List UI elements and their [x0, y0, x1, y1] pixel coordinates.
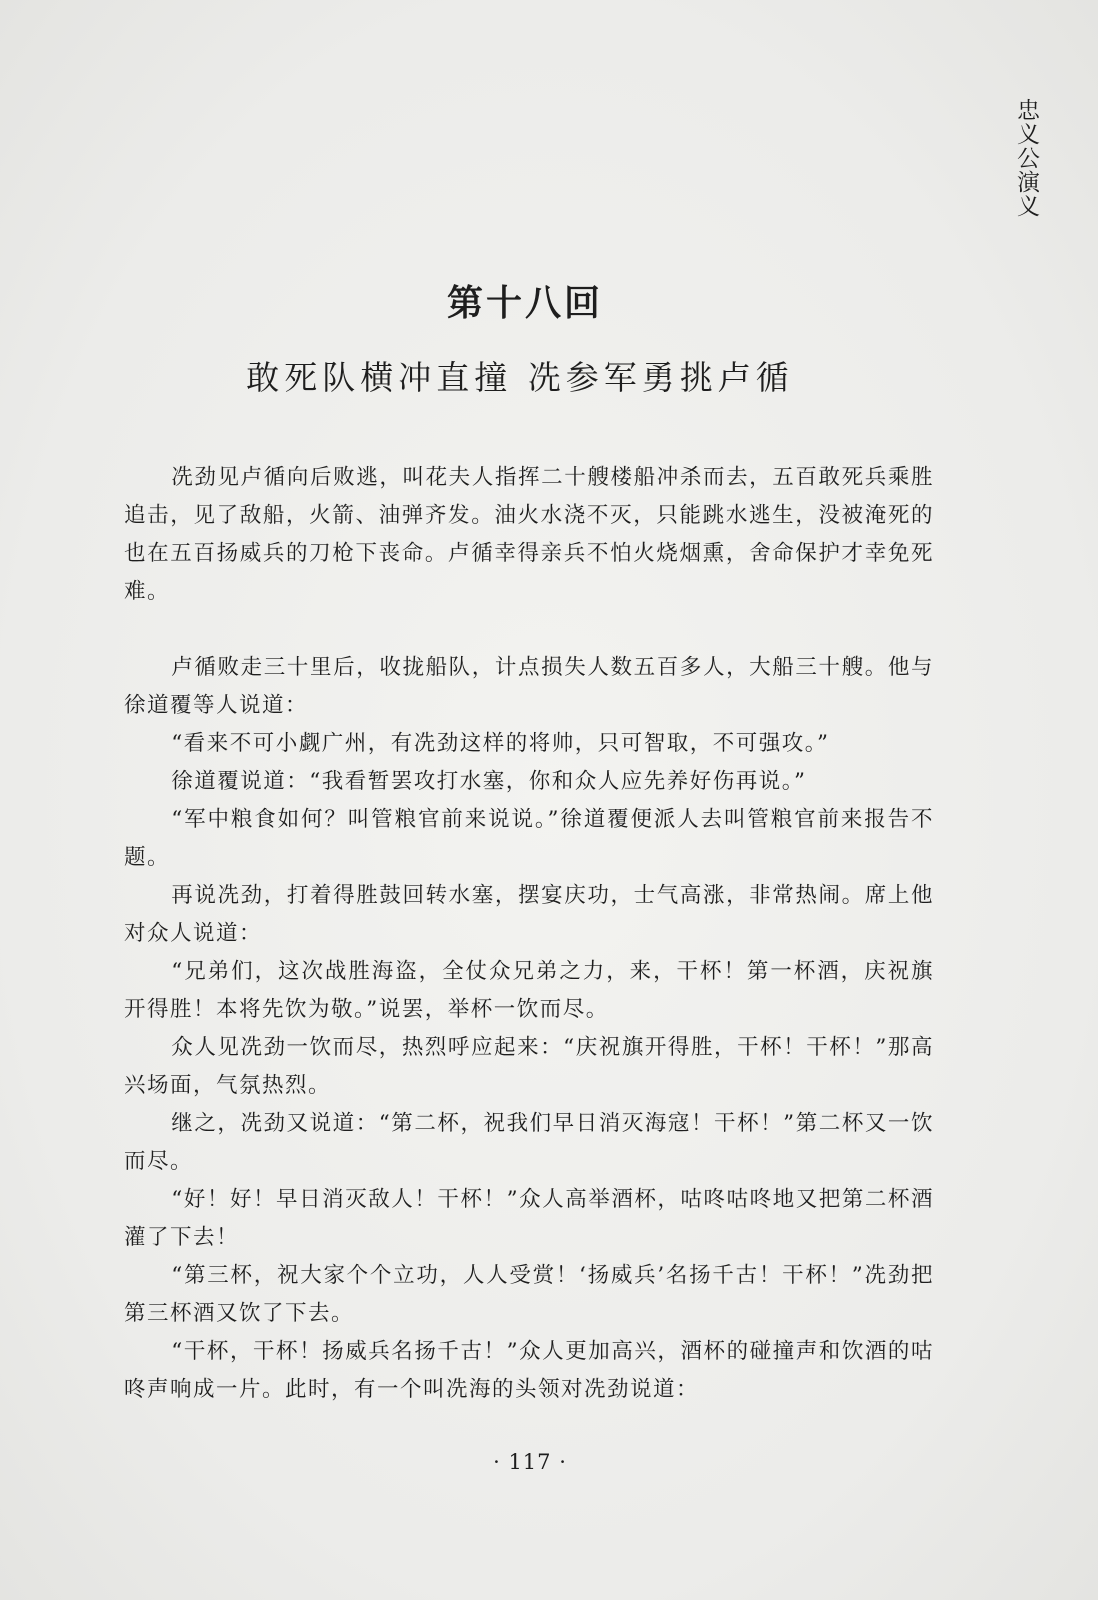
paragraph: “第三杯，祝大家个个立功，人人受赏！‘扬威兵’名扬千古！干杯！”冼劲把第三杯酒又饮了下去。 [124, 1263, 934, 1326]
paragraph: “看来不可小觑广州，有冼劲这样的将帅，只可智取，不可强攻。” [171, 731, 830, 756]
paragraph: 徐道覆说道：“我看暂罢攻打水塞，你和众人应先养好伤再说。” [171, 769, 807, 794]
chapter-title: 敢死队横冲直撞 冼参军勇挑卢循 [246, 358, 794, 397]
paragraph: 众人见冼劲一饮而尽，热烈呼应起来：“庆祝旗开得胜，干杯！干杯！”那高兴场面，气氛热烈。 [124, 1035, 934, 1098]
paragraph: “干杯，干杯！扬威兵名扬千古！”众人更加高兴，酒杯的碰撞声和饮酒的咕咚声响成一片。此时，有一个叫冼海的头领对冼劲说道： [124, 1339, 934, 1402]
paragraph: 卢循败走三十里后，收拢船队，计点损失人数五百多人，大船三十艘。他与徐道覆等人说道： [124, 655, 934, 718]
paragraph: 继之，冼劲又说道：“第二杯，祝我们早日消灭海寇！干杯！”第二杯又一饮而尽。 [124, 1111, 934, 1174]
body-text [124, 459, 934, 1409]
chapter-number: 第十八回 [446, 282, 603, 324]
paragraph: “兄弟们，这次战胜海盗，全仗众兄弟之力，来，干杯！第一杯酒，庆祝旗开得胜！本将先饮为敬。”说罢，举杯一饮而尽。 [124, 959, 934, 1022]
page-number: · 117 · [493, 1450, 567, 1474]
paragraph: 冼劲见卢循向后败逃，叫花夫人指挥二十艘楼船冲杀而去，五百敢死兵乘胜追击，见了敌船，火箭、油弹齐发。油火水浇不灭，只能跳水逃生，没被淹死的也在五百扬威兵的刀枪下丧命。卢循幸得亲兵不怕火烧烟熏，舍命保护才幸免死难。 [124, 465, 934, 604]
paragraph: “好！好！早日消灭敌人！干杯！”众人高举酒杯，咕咚咕咚地又把第二杯酒灌了下去！ [124, 1187, 934, 1250]
running-header-book-title: 忠义公演义 [1013, 98, 1039, 218]
paragraph: 再说冼劲，打着得胜鼓回转水塞，摆宴庆功，士气高涨，非常热闹。席上他对众人说道： [124, 883, 934, 946]
paragraph: “军中粮食如何？叫管粮官前来说说。”徐道覆便派人去叫管粮官前来报告不题。 [124, 807, 934, 870]
